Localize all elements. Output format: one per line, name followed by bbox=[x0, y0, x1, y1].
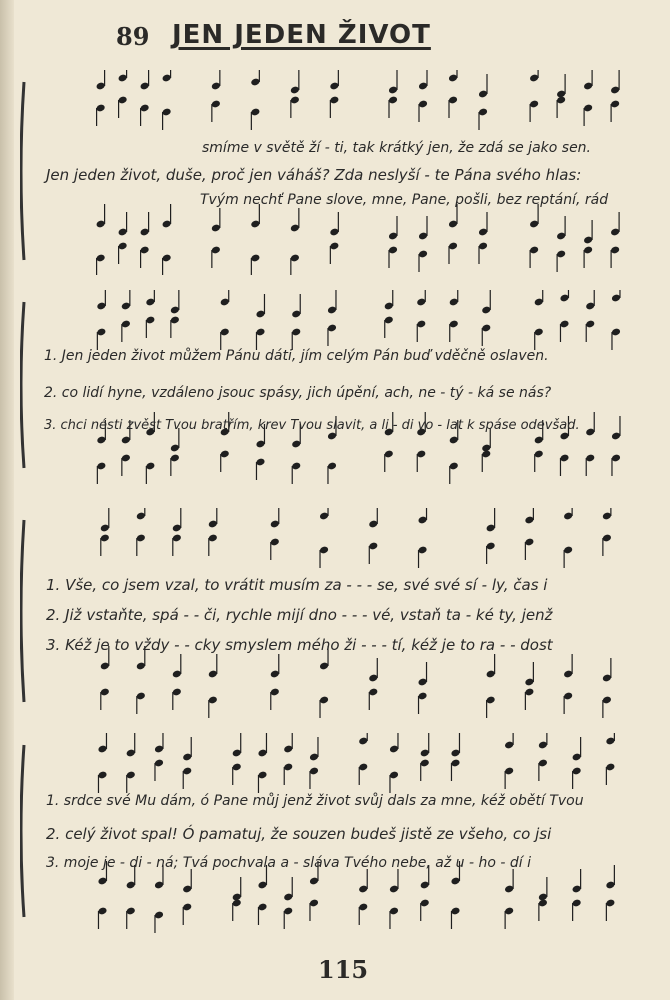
page-binding-edge bbox=[0, 0, 14, 1000]
lyric-line-3: 3. moje je - di - ná; Tvá pochvala a - sláva Tvého nebe, až u - ho - dí i bbox=[46, 855, 531, 871]
lyric-line-2: Jen jeden život, duše, proč jen váháš? Zda neslyší - te Pána svého hlas: bbox=[46, 166, 582, 184]
lyric-line-1: smíme v světě ží - ti, tak krátký jen, že zdá se jako sen. bbox=[202, 140, 592, 156]
lyric-line-1: 1. Jen jeden život můžem Pánu dáti, jím celým Pán buď vděčně oslaven. bbox=[44, 348, 549, 364]
lyric-line-3: 3. Kéž je to vždy - - cky smyslem mého ži - - - tí, kéž je to ra - - dost bbox=[46, 636, 553, 654]
music-system-1 bbox=[20, 70, 650, 275]
lyric-line-2: 2. co lidí hyne, vzdáleno jsouc spásy, jich úpění, ach, ne - tý - ká se nás? bbox=[44, 385, 552, 401]
song-title: JEN JEDEN ŽIVOT bbox=[172, 20, 431, 50]
lyric-line-2: 2. Již vstaňte, spá - - či, rychle mijí dno - - - vé, vstaň ta - ké ty, jenž bbox=[46, 606, 553, 624]
system-brace bbox=[21, 82, 24, 260]
song-number: 89 bbox=[116, 22, 150, 51]
lyric-line-3: Tvým nechť Pane slove, mne, Pane, pošli, bez reptání, rád bbox=[200, 192, 609, 208]
page-number: 115 bbox=[318, 955, 369, 984]
music-system-3 bbox=[20, 508, 650, 723]
music-system-4 bbox=[20, 733, 650, 943]
lyric-line-1: 1. Vše, co jsem vzal, to vrátit musím za - - - se, své své sí - ly, čas i bbox=[46, 576, 548, 594]
system-brace bbox=[21, 302, 24, 468]
system-brace bbox=[21, 745, 24, 917]
system-brace bbox=[21, 520, 24, 702]
lyric-line-3: 3. chci nésti zvěst Tvou bratřím, krev Tvou slavit, a li - di vo - lat k spáse odevšad. bbox=[44, 418, 580, 433]
music-system-2 bbox=[20, 290, 650, 500]
lyric-line-1: 1. srdce své Mu dám, ó Pane můj jenž život svůj dals za mne, kéž obětí Tvou bbox=[46, 793, 584, 809]
lyric-line-2: 2. celý život spal! Ó pamatuj, že souzen budeš jistě ze všeho, co jsi bbox=[46, 825, 552, 843]
